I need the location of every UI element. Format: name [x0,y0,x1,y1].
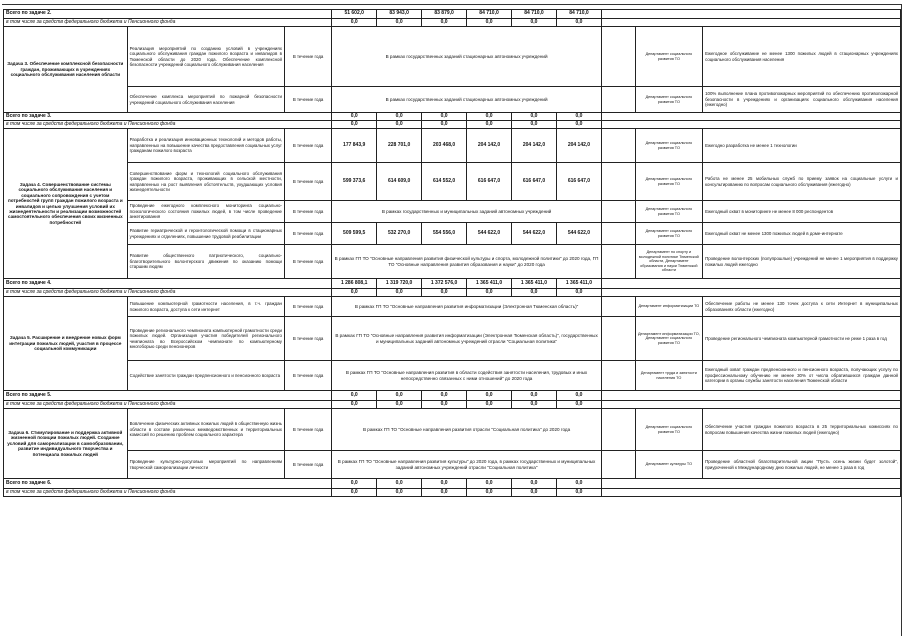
budget-value: 616 647,0 [467,163,512,201]
task4-fed-value: 0,0 [512,289,557,297]
executor-text: Департамент социального развития ТО [635,223,702,245]
budget-value: 614 609,0 [377,163,422,201]
task2-total-value: 51 602,0 [332,10,377,19]
result-text: Проведение регионального чемпионата компьютерной грамотности не реже 1 раза в год [703,317,901,361]
task3-total-label: Всего по задаче 3. [4,113,332,121]
executor-text: Департамент социального развития ТО [635,201,702,223]
activity-text: Содействие занятости граждан предпенсионного и пенсионного возраста [127,361,284,391]
financing-note: В рамках ГП ТО "Основные направления развития физической культуры и спорта, молодежной политики" до 2020 года, ГП ТО "Основные направления развития образования и науки" до 2020 года [332,245,602,279]
term-text: В течение года [284,409,331,451]
task5-row-2 [4,317,901,361]
task3-fed-value: 0,0 [512,121,557,129]
budget-value: 616 647,0 [556,163,601,201]
term-text: В течение года [284,201,331,223]
budget-value: 228 701,0 [377,129,422,163]
term-text: В течение года [284,361,331,391]
executor-text: Департамент по спорту и молодежной политике Тюменской области, Департамент образования и науки Тюменской области [635,245,702,279]
task4-fed-value: 0,0 [556,289,601,297]
activity-text: Вовлечение физических активных пожилых людей в общественную жизнь области в составе различных межведомственных и территориальных комиссий по решению проблем социального характера [127,409,284,451]
task5-total-label: Всего по задаче 5. [4,391,332,401]
task2-total-value: 83 943,0 [377,10,422,19]
task6-fed-value: 0,0 [512,489,557,497]
task5-total-value: 0,0 [467,391,512,401]
task3-total-row [4,113,901,121]
budget-value: 544 622,0 [556,223,601,245]
task2-fed-value: 0,0 [332,19,377,27]
task3-fed-value: 0,0 [467,121,512,129]
task4-row-4 [4,223,901,245]
task4-fed-row [4,289,901,297]
task2-fed-value: 0,0 [556,19,601,27]
task3-total-value: 0,0 [377,113,422,121]
scan-top-edge [2,4,902,5]
task3-fed-value: 0,0 [332,121,377,129]
budget-value: 204 142,0 [467,129,512,163]
task4-title: Задача 4. Совершенствование системы социального обслуживания населения и социального сопровождения с учетом потребностей групп граждан пожилого возраста и инвалидов и целью улучшения условий их жизнедеятельности и реализации возможностей самостоятельного обеспечения своих жизненных потребностей [4,129,128,279]
executor-text: Департамент социального развития ТО [635,163,702,201]
budget-table-sheet [3,9,901,497]
task6-total-value: 0,0 [332,479,377,489]
executor-text: Департамент социального развития ТО [635,409,702,451]
task6-fed-value: 0,0 [422,489,467,497]
task4-total-value: 1 365 411,0 [512,279,557,289]
task3-fed-value: 0,0 [377,121,422,129]
budget-value: 544 622,0 [467,223,512,245]
task5-total-value: 0,0 [377,391,422,401]
task5-fed-value: 0,0 [332,401,377,409]
task6-fed-value: 0,0 [467,489,512,497]
budget-value: 554 556,0 [422,223,467,245]
financing-note: В рамках ГП ТО "Основные направления развития культуры" до 2020 года, в рамках государственных и муниципальных заданий автономных учреждений отрасли "Социальная политика" [332,451,602,479]
result-text: Ежегодный охват в мониторинге не менее 8 000 респондентов [703,201,901,223]
financing-note: В рамках ГП ТО "Основные направления развития информатизации (Электронная Тюменская область)", государственных и муниципальных заданий автономных учреждений отрасли "Социальная политика" [332,317,602,361]
task3-total-value: 0,0 [422,113,467,121]
task6-fed-value: 0,0 [556,489,601,497]
result-text: Проведение областной благотворительной акции "Пусть осень жизни будет золотой", приуроченной к Международному дню пожилых людей, не менее 1 раза в год [703,451,901,479]
task2-fed-row [4,19,901,27]
task4-total-label: Всего по задаче 4. [4,279,332,289]
task5-title: Задача 5. Расширение и внедрение новых форм интеграции пожилых людей, участия в процессе социальной коммуникации [4,297,128,391]
task4-total-value: 1 319 720,0 [377,279,422,289]
task6-total-value: 0,0 [512,479,557,489]
result-text: Обеспечение работы не менее 130 точек доступа к сети Интернет в муниципальных образованиях области (ежегодно) [703,297,901,317]
task2-total-value: 84 710,0 [512,10,557,19]
task2-total-value: 84 710,0 [467,10,512,19]
task5-fed-value: 0,0 [377,401,422,409]
task6-fed-value: 0,0 [332,489,377,497]
financing-note: В рамках ГП ТО "Основные направления развития в области содействия занятости населения, трудовых и иных непосредственно связанных с ними отношений" до 2020 года [332,361,602,391]
task2-total-value: 83 879,0 [422,10,467,19]
task5-fed-label: в том числе за средств федерального бюджета и Пенсионного фонда [4,401,332,409]
task2-fed-value: 0,0 [422,19,467,27]
task3-total-value: 0,0 [467,113,512,121]
task4-fed-value: 0,0 [467,289,512,297]
term-text: В течение года [284,245,331,279]
task4-fed-value: 0,0 [422,289,467,297]
activity-text: Обеспечение комплекса мероприятий по пожарной безопасности учреждений социального обслуживания населения [127,87,284,113]
task3-row-2 [4,87,901,113]
activity-text: Развитие гериатрической и геронтологической помощи в стационарных учреждениях и отделениях, повышение трудовой реабилитации [127,223,284,245]
task3-total-value: 0,0 [556,113,601,121]
term-text: В течение года [284,87,331,113]
executor-text: Департамент информатизации ТО [635,297,702,317]
task5-fed-row [4,401,901,409]
budget-value: 544 622,0 [512,223,557,245]
task3-fed-label: в том числе за средств федерального бюджета и Пенсионного фонда [4,121,332,129]
term-text: В течение года [284,27,331,87]
task6-total-value: 0,0 [556,479,601,489]
result-text: Ежегодный охват граждан предпенсионного и пенсионного возраста, получающих услугу по профессиональному обучению не менее 30% от числа обратившихся граждан данной категории в органы службы занятости населения Тюменской области [703,361,901,391]
task4-fed-value: 0,0 [332,289,377,297]
activity-text: Проведение регионального чемпионата компьютерной грамотности среди пожилых людей. Организация участия победителей регионального чемпионата во Всероссийском чемпионате по компьютерному многоборью среди пенсионеров [127,317,284,361]
budget-value: 203 468,0 [422,129,467,163]
financing-note: В рамках государственных и муниципальных заданий автономных учреждений [332,201,602,223]
result-text: Ежегодно разработка не менее 1 технологии [703,129,901,163]
task2-fed-value: 0,0 [512,19,557,27]
task2-total-label: Всего по задаче 2. [4,10,332,19]
task6-total-value: 0,0 [422,479,467,489]
task5-total-value: 0,0 [422,391,467,401]
task4-row-3 [4,201,901,223]
executor-text: Департамент культуры ТО [635,451,702,479]
task6-total-value: 0,0 [377,479,422,489]
result-text: Проведение волонтерских (полупрошлые) учреждений не менее 1 мероприятия в поддержку пожилых людей ежегодно [703,245,901,279]
task3-fed-row [4,121,901,129]
activity-text: Проведение культурно-досуговых мероприятий по направлениям творческой самореализации личности [127,451,284,479]
task6-total-row [4,479,901,489]
task6-title: Задача 6. Стимулирование и поддержка активной жизненной позиции пожилых людей. Создание условий для самореализации в самообразовании, развитие индивидуального творчества и потенциала пожилых людей [4,409,128,479]
task5-total-value: 0,0 [512,391,557,401]
term-text: В течение года [284,223,331,245]
activity-text: Совершенствование форм и технологий социального обслуживания граждан пожилого возраста, проживающих в сельской местности, направленных на рост выявления обстоятельств, ухудшающих условия жизнедеятельности [127,163,284,201]
task3-row-1 [4,27,901,87]
task6-row-1 [4,409,901,451]
task4-fed-label: в том числе за средств федерального бюджета и Пенсионного фонда [4,289,332,297]
result-text: 100% выполнение плана противопожарных мероприятий по обеспечению противопожарной безопасности в учреждениях и организациях социального обслуживания населения (ежегодно) [703,87,901,113]
task5-fed-value: 0,0 [467,401,512,409]
budget-value: 532 270,0 [377,223,422,245]
result-text: Обеспечение участия граждан пожилого возраста в 25 территориальных комиссиях по вопросам повышения качества жизни пожилых людей (ежегодно) [703,409,901,451]
budget-value: 204 142,0 [512,129,557,163]
task6-total-value: 0,0 [467,479,512,489]
task4-total-value: 1 286 808,1 [332,279,377,289]
task4-total-row [4,279,901,289]
activity-text: Развитие общественного патриотического, социально-благотворительного волонтерского движения по оказанию помощи старшим людям [127,245,284,279]
task2-fed-value: 0,0 [467,19,512,27]
task5-fed-value: 0,0 [512,401,557,409]
task6-total-label: Всего по задаче 6. [4,479,332,489]
task3-fed-value: 0,0 [556,121,601,129]
executor-text: Департамент социального развития ТО [635,87,702,113]
executor-text: Департамент социального развития ТО [635,27,702,87]
task3-total-value: 0,0 [512,113,557,121]
task3-title: Задача 3. Обеспечение комплексной безопасности граждан, проживающих в учреждениях социального обслуживания населения области [4,27,128,113]
task2-total-row [4,10,901,19]
task4-row-5 [4,245,901,279]
term-text: В течение года [284,317,331,361]
task5-total-row [4,391,901,401]
term-text: В течение года [284,451,331,479]
activity-text: Реализация мероприятий по созданию условий в учреждениях социального обслуживания граждан пожилого возраста и инвалидов в Тюменской области до 2020 года. Обеспечение комплексной безопасности учреждений социального обслуживания населения [127,27,284,87]
result-text: Работа не менее 25 мобильных служб по приему заявок на социальные услуги и консультированию по вопросам социального обслуживания (ежегодно) [703,163,901,201]
budget-value: 177 843,9 [332,129,377,163]
result-text: Ежегодный охват не менее 1300 пожилых людей в доме-интернате [703,223,901,245]
financing-note: В рамках ГП ТО "Основные направления развития информатизации (Электронная Тюменская область)" [332,297,602,317]
task4-row-2 [4,163,901,201]
term-text: В течение года [284,129,331,163]
task3-total-value: 0,0 [332,113,377,121]
activity-text: Разработка и реализация инновационных технологий и методов работы, направленных на повышение качества предоставления социальных услуг гражданам пожилого возраста [127,129,284,163]
financing-note: В рамках государственных заданий стационарных автономных учреждений [332,87,602,113]
budget-value: 599 373,6 [332,163,377,201]
financing-note: В рамках ГП ТО "Основные направления развития отрасли "Социальная политика" до 2020 года [332,409,602,451]
task4-total-value: 1 365 411,0 [556,279,601,289]
executor-text: Департамент социального развития ТО [635,129,702,163]
budget-value: 509 599,5 [332,223,377,245]
task5-total-value: 0,0 [556,391,601,401]
program-activities-table [3,9,901,497]
budget-value: 614 552,0 [422,163,467,201]
task4-fed-value: 0,0 [377,289,422,297]
executor-text: Департамент информатизации ТО, Департамент социального развития ТО [635,317,702,361]
budget-value: 204 142,0 [556,129,601,163]
scan-right-edge [901,4,902,636]
task6-fed-row [4,489,901,497]
task6-row-2 [4,451,901,479]
task3-fed-value: 0,0 [422,121,467,129]
financing-note: В рамках государственных заданий стационарных автономных учреждений [332,27,602,87]
term-text: В течение года [284,163,331,201]
task5-row-1 [4,297,901,317]
task6-fed-label: в том числе за средств федерального бюджета и Пенсионного фонда [4,489,332,497]
task5-fed-value: 0,0 [422,401,467,409]
task5-total-value: 0,0 [332,391,377,401]
result-text: Ежегодное обслуживание не менее 1300 пожилых людей в стационарных учреждениях социального обслуживания населения [703,27,901,87]
task4-total-value: 1 372 576,0 [422,279,467,289]
task2-total-value: 84 710,0 [556,10,601,19]
task4-total-value: 1 365 411,0 [467,279,512,289]
task5-row-3 [4,361,901,391]
activity-text: Повышение компьютерной грамотности населения, в т.ч. граждан пожилого возраста, доступа к сети интернет [127,297,284,317]
task2-fed-value: 0,0 [377,19,422,27]
task6-fed-value: 0,0 [377,489,422,497]
task5-fed-value: 0,0 [556,401,601,409]
term-text: В течение года [284,297,331,317]
executor-text: Департамент труда и занятости населения ТО [635,361,702,391]
task2-fed-label: в том числе за средств федерального бюджета и Пенсионного фонда [4,19,332,27]
budget-value: 616 647,0 [512,163,557,201]
task4-row-1 [4,129,901,163]
activity-text: Проведение ежегодного комплексного мониторинга социально-психологического состояния пожилых людей, в том числе проведение анкетирования [127,201,284,223]
